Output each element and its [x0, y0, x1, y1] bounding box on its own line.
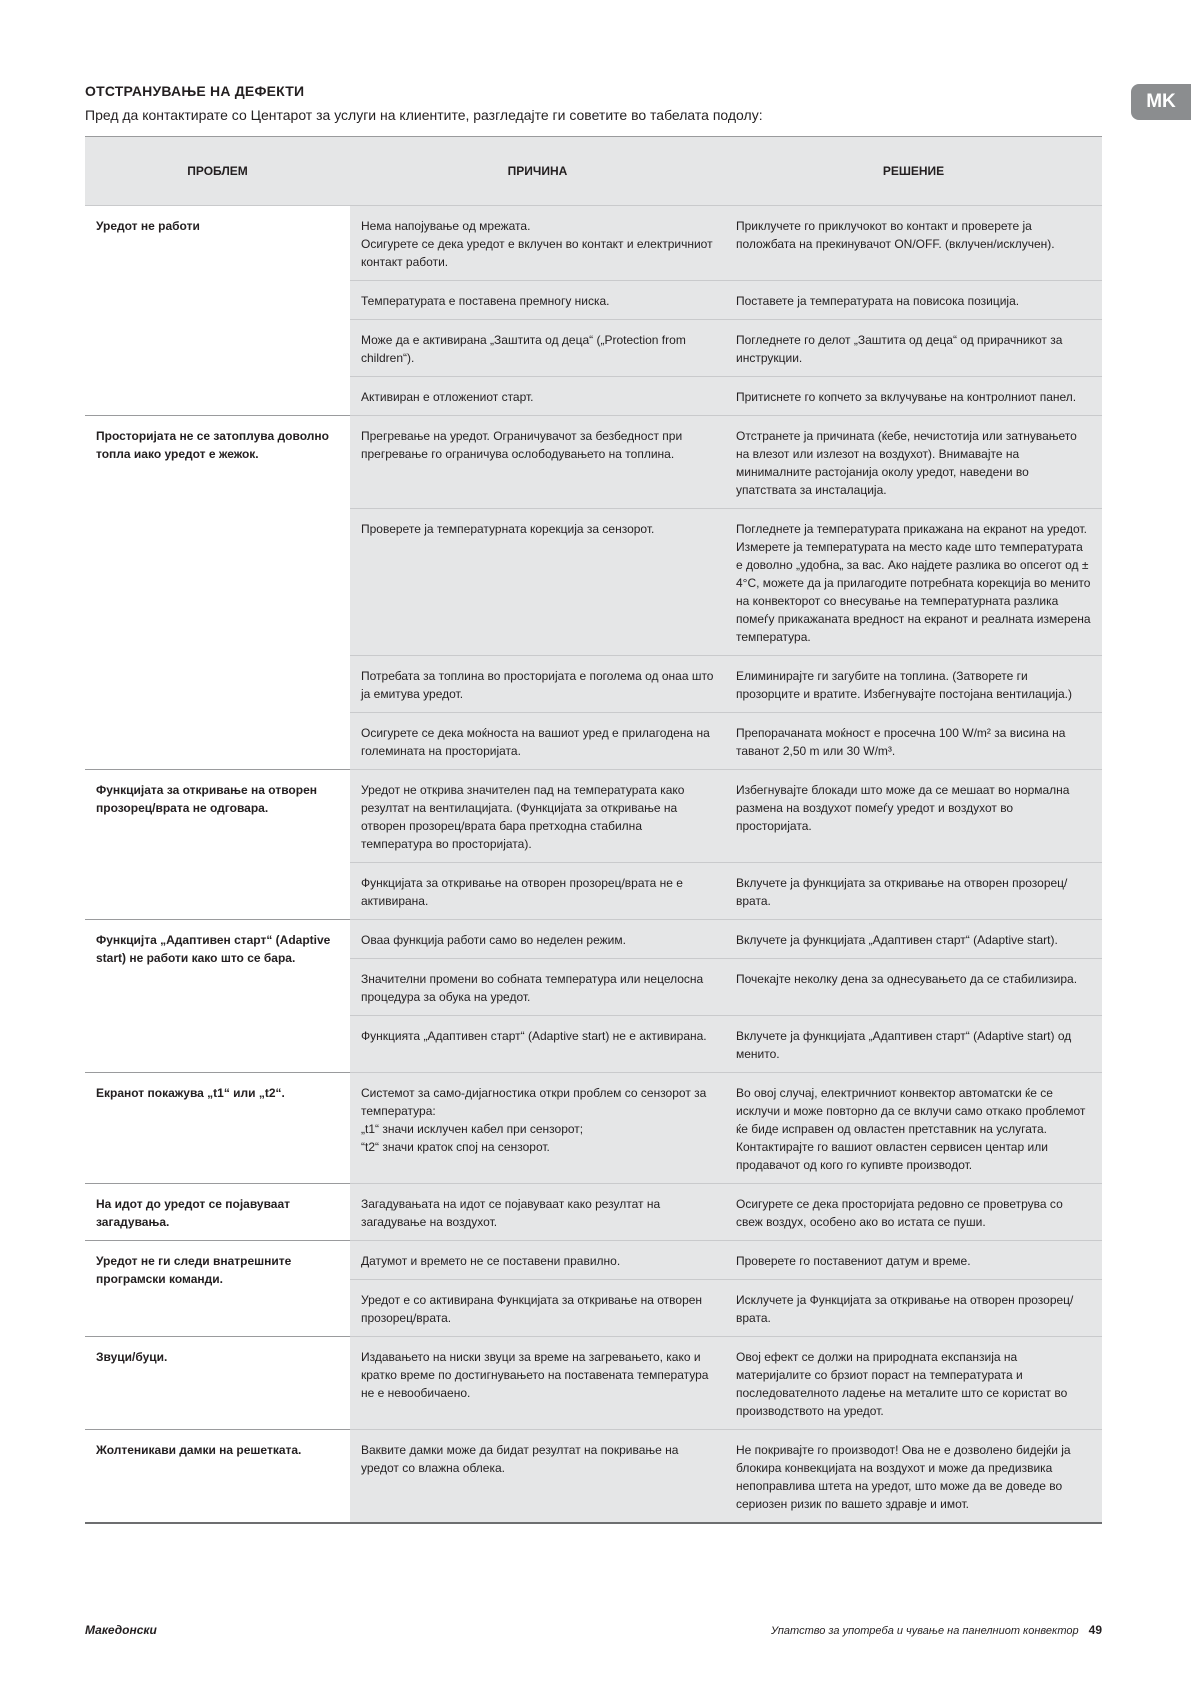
solution-cell: Препорачаната моќност е просечна 100 W/m² за висина на таванот 2,50 m или 30 W/m³. — [725, 713, 1102, 770]
cause-cell: Функцијата за откривање на отворен прозорец/врата не е активирана. — [350, 863, 725, 920]
solution-cell: Овој ефект се должи на природната експанзија на материјалите со брзиот пораст на температурата и последователното ладење на металите што се користат во производството на уредот. — [725, 1337, 1102, 1430]
cause-cell: Издавањето на ниски звуци за време на загревањето, како и кратко време по достигнувањето на поставената температура не е невообичаено. — [350, 1337, 725, 1430]
solution-cell: Погледнете ја температурата прикажана на екранот на уредот. Измерете ја температурата на место каде што температурата е доволно „удобна„ за вас. Ако најдете разлика во опсегот од ± 4°C, можете да ја прилагодите потребната корекција во менито на конвекторот со внесување на температурната разлика помеѓу прикажаната вредност на екранот и реалната измерена температура. — [725, 509, 1102, 656]
solution-cell: Не покривајте го производот! Ова не е дозволено бидејќи ја блокира конвекцијата на воздухот и може да предизвика непоправлива штета на уредот, што може да ве доведе во сериозен ризик по вашето здравје и имот. — [725, 1430, 1102, 1524]
cause-cell: Уредот не открива значителен пад на температурата како резултат на вентилацијата. (Функцијата за откривање на отворен прозорец/врата бара претходна стабилна температура во просторијата). — [350, 770, 725, 863]
solution-cell: Отстранете ја причината (ќебе, нечистотија или затнувањето на влезот или излезот на воздухот). Внимавајте на минималните растојанија околу уредот, наведени во упатствата за инсталација. — [725, 416, 1102, 509]
table-row — [85, 1241, 1102, 1280]
table-body — [85, 206, 1102, 1524]
language-tab: MK — [1131, 84, 1191, 120]
solution-cell: Поставете ја температурата на повисока позиција. — [725, 281, 1102, 320]
cause-cell: Ваквите дамки може да бидат резултат на покривање на уредот со влажна облека. — [350, 1430, 725, 1524]
table-row — [85, 206, 1102, 281]
footer-manual-title: Упатство за употреба и чување на панелниот конвектор — [770, 1625, 1079, 1637]
table-header-row — [85, 137, 1102, 206]
problem-cell: Екранот покажува „t1“ или „t2“. — [85, 1073, 350, 1184]
table-row — [85, 1430, 1102, 1524]
solution-cell: Проверете го поставениот датум и време. — [725, 1241, 1102, 1280]
cause-cell: Осигурете се дека моќноста на вашиот уред е прилагодена на големината на просторијата. — [350, 713, 725, 770]
cause-cell: Проверете ја температурната корекција за сензорот. — [350, 509, 725, 656]
header-problem: ПРОБЛЕМ — [85, 137, 350, 206]
cause-cell: Нема напојување од мрежата. Осигурете се дека уредот е вклучен во контакт и електричниот контакт работи. — [350, 206, 725, 281]
solution-cell: Вклучете ја функцијата „Адаптивен старт“ (Adaptive start). — [725, 920, 1102, 959]
solution-cell: Исклучете ја Функцијата за откривање на отворен прозорец/врата. — [725, 1280, 1102, 1337]
cause-cell: Датумот и времето не се поставени правилно. — [350, 1241, 725, 1280]
cause-cell: Оваа функција работи само во неделен режим. — [350, 920, 725, 959]
cause-cell: Загадувањата на идот се појавуваат како резултат на загадување на воздухот. — [350, 1184, 725, 1241]
solution-cell: Избегнувајте блокади што може да се мешаат во нормална размена на воздухот помеѓу уредот и воздухот во просторијата. — [725, 770, 1102, 863]
page-number: 49 — [1088, 1623, 1102, 1637]
solution-cell: Притиснете го копчето за вклучување на контролниот панел. — [725, 377, 1102, 416]
cause-cell: Температурата е поставена премногу ниска. — [350, 281, 725, 320]
cause-cell: Потребата за топлина во просторијата е поголема од онаа што ја емитува уредот. — [350, 656, 725, 713]
solution-cell: Погледнете го делот „Заштита од деца“ од прирачникот за инструкции. — [725, 320, 1102, 377]
solution-cell: Вклучете ја функцијата „Адаптивен старт“ (Adaptive start) од менито. — [725, 1016, 1102, 1073]
solution-cell: Осигурете се дека просторијата редовно се проветрува со свеж воздух, особено ако во истата се пуши. — [725, 1184, 1102, 1241]
troubleshooting-table — [85, 136, 1102, 1524]
table-row — [85, 1073, 1102, 1184]
problem-cell: Уредот не работи — [85, 206, 350, 416]
cause-cell: Системот за само-дијагностика откри проблем со сензорот за температура: „t1“ значи исклучен кабел при сензорот; “t2“ значи краток спој на сензорот. — [350, 1073, 725, 1184]
table-row — [85, 1184, 1102, 1241]
cause-cell: Може да е активирана „Заштита од деца“ („Protection from children“). — [350, 320, 725, 377]
table-row — [85, 770, 1102, 863]
intro-text: Пред да контактирате со Центарот за услуги на клиентите, разгледајте ги советите во табелата подолу: — [85, 107, 763, 123]
header-solution: РЕШЕНИЕ — [725, 137, 1102, 206]
solution-cell: Елиминирајте ги загубите на топлина. (Затворете ги прозорците и вратите. Избегнувајте постојана вентилација.) — [725, 656, 1102, 713]
cause-cell: Функцията „Адаптивен старт“ (Adaptive start) не е активирана. — [350, 1016, 725, 1073]
table-row — [85, 1337, 1102, 1430]
cause-cell: Активиран е отложениот старт. — [350, 377, 725, 416]
problem-cell: Жолтеникави дамки на решетката. — [85, 1430, 350, 1524]
header-cause: ПРИЧИНА — [350, 137, 725, 206]
cause-cell: Прегревање на уредот. Ограничувачот за безбедност при прегревање го ограничува ослободувањето на топлина. — [350, 416, 725, 509]
problem-cell: Функцијта „Адаптивен старт“ (Adaptive start) не работи како што се бара. — [85, 920, 350, 1073]
cause-cell: Уредот е со активирана Функцијата за откривање на отворен прозорец/врата. — [350, 1280, 725, 1337]
solution-cell: Приклучете го приклучокот во контакт и проверете ја положбата на прекинувачот ON/OFF. (вклучен/исклучен). — [725, 206, 1102, 281]
table-row — [85, 416, 1102, 509]
footer-manual — [771, 1623, 1102, 1637]
table-row — [85, 920, 1102, 959]
problem-cell: На идот до уредот се појавуваат загадувања. — [85, 1184, 350, 1241]
solution-cell: Во овој случај, електричниот конвектор автоматски ќе се исклучи и може повторно да се вклучи само откако проблемот ќе биде исправен од овластен претставник на услугата. Контактирајте го вашиот овластен сервисен центар или продавачот од кого го купивте производот. — [725, 1073, 1102, 1184]
solution-cell: Вклучете ја функцијата за откривање на отворен прозорец/врата. — [725, 863, 1102, 920]
problem-cell: Просторијата не се затоплува доволно топла иако уредот е жежок. — [85, 416, 350, 770]
page-title: ОТСТРАНУВАЊЕ НА ДЕФЕКТИ — [85, 83, 305, 99]
problem-cell: Функцијата за откривање на отворен прозорец/врата не одговара. — [85, 770, 350, 920]
solution-cell: Почекајте неколку дена за однесувањето да се стабилизира. — [725, 959, 1102, 1016]
problem-cell: Уредот не ги следи внатрешните програмски команди. — [85, 1241, 350, 1337]
problem-cell: Звуци/буци. — [85, 1337, 350, 1430]
footer-language: Македонски — [85, 1623, 157, 1637]
cause-cell: Значителни промени во собната температура или нецелосна процедура за обука на уредот. — [350, 959, 725, 1016]
